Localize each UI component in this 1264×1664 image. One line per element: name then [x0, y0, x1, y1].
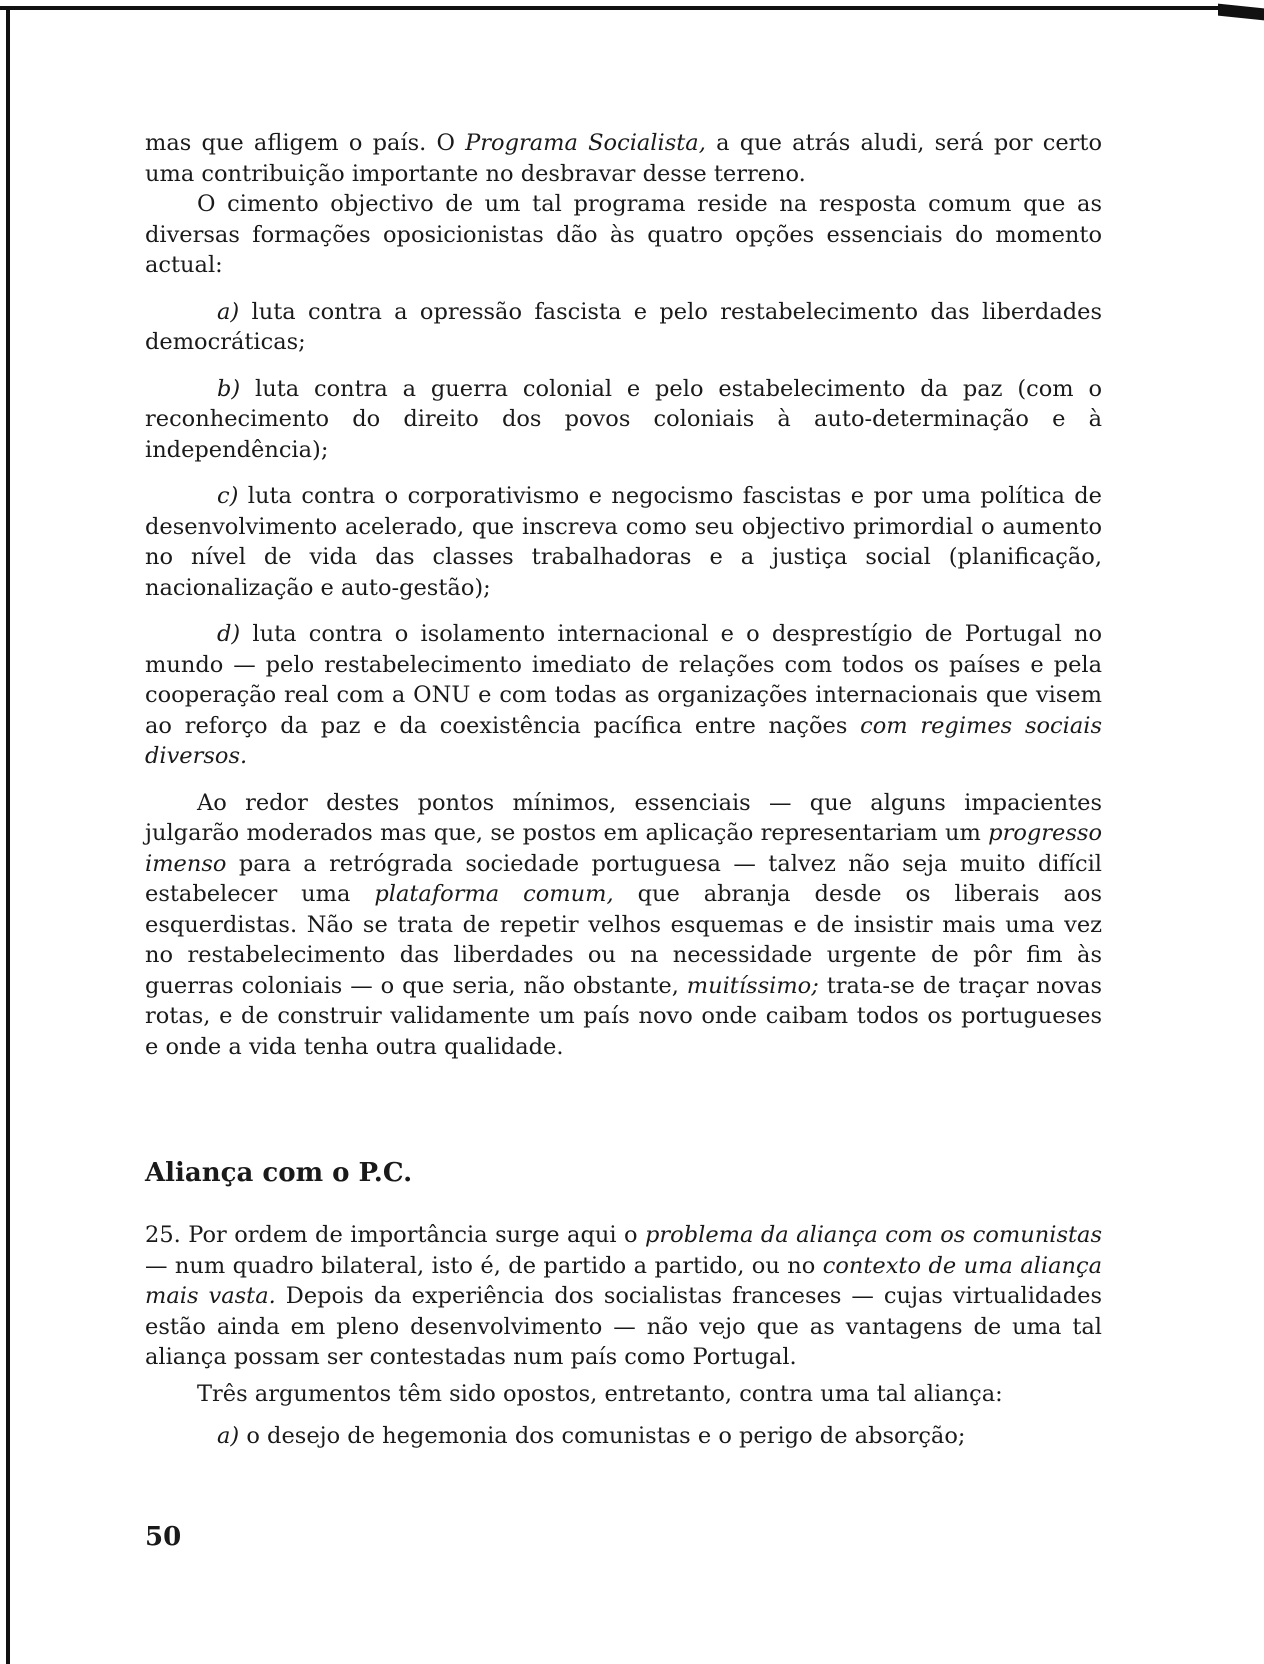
lead-paragraph: O cimento objectivo de um tal programa reside na resposta comum que as diversas formações oposicionistas dão às quatro opções essenciais do momento actual: [145, 191, 1102, 278]
program-title: Programa Socialista, [465, 130, 706, 156]
page-border-top [0, 6, 1230, 10]
page-body [145, 128, 1102, 1062]
argument-marker: a) [217, 1423, 240, 1449]
section-heading-wrap [145, 1158, 412, 1188]
option-marker: c) [217, 483, 239, 509]
option-marker: a) [217, 298, 240, 325]
page-border-left [6, 6, 10, 1664]
option-marker: b) [217, 375, 241, 402]
arguments-intro: Três argumentos têm sido opostos, entretanto, contra uma tal aliança: [197, 1380, 1003, 1407]
page-number: 50 [145, 1522, 182, 1552]
option-marker: d) [217, 621, 241, 647]
option-d: d) luta contra o isolamento internacional e o desprestígio de Portugal no mundo — pelo restabelecimento imediato de relações com todos os países e pela cooperação real com a ONU e com todas as organizações internacionais que visem ao reforço da paz e da coexistência pacífica entre nações com regimes sociais diversos. [145, 621, 1102, 769]
platform-paragraph: Ao redor destes pontos mínimos, essenciais — que alguns impacientes julgarão moderados mas que, se postos em aplicação representariam um progresso imenso para a retrógrada sociedade portuguesa — talvez não seja muito difícil estabelecer uma plataforma comum, que abranja desde os liberais aos esquerdistas. Não se trata de repetir velhos esquemas e de insistir mais uma vez no restabelecimento das liberdades ou na necessidade urgente de pôr fim às guerras coloniais — o que seria, não obstante, muitíssimo; trata-se de traçar novas rotas, e de construir validamente um país novo onde caibam todos os portugueses e onde a vida tenha outra qualidade. [145, 789, 1103, 1060]
page-border-corner [1218, 4, 1264, 21]
option-b: b) luta contra a guerra colonial e pelo estabelecimento da paz (com o reconhecimento do direito dos povos coloniais à auto-determinação e à independência); [145, 375, 1102, 463]
option-c: c) luta contra o corporativismo e negocismo fascistas e por uma política de desenvolvimento acelerado, que inscreva como seu objectivo primordial o aumento no nível de vida das classes trabalhadoras e a justiça social (planificação, nacionalização e auto-gestão); [145, 483, 1102, 601]
alliance-paragraph: 25. Por ordem de importância surge aqui o problema da aliança com os comunistas — num quadro bilateral, isto é, de partido a partido, ou no contexto de uma aliança mais vasta. Depois da experiência dos socialistas franceses — cujas virtualidades estão ainda em pleno desenvolvimento — não vejo que as vantagens de uma tal aliança possam ser contestadas num país como Portugal. [145, 1222, 1102, 1370]
paragraph-number: 25. [145, 1222, 181, 1248]
section-heading: Aliança com o P.C. [145, 1158, 413, 1188]
intro-paragraph: mas que afligem o país. O Programa Socialista, a que atrás aludi, será por certo uma contribuição importante no desbravar desse terreno. [145, 130, 1102, 187]
option-a: a) luta contra a opressão fascista e pelo restabelecimento das liberdades democráticas; [145, 298, 1102, 355]
argument-a: a) o desejo de hegemonia dos comunistas e o perigo de absorção; [217, 1423, 966, 1449]
section-body [145, 1220, 1102, 1452]
